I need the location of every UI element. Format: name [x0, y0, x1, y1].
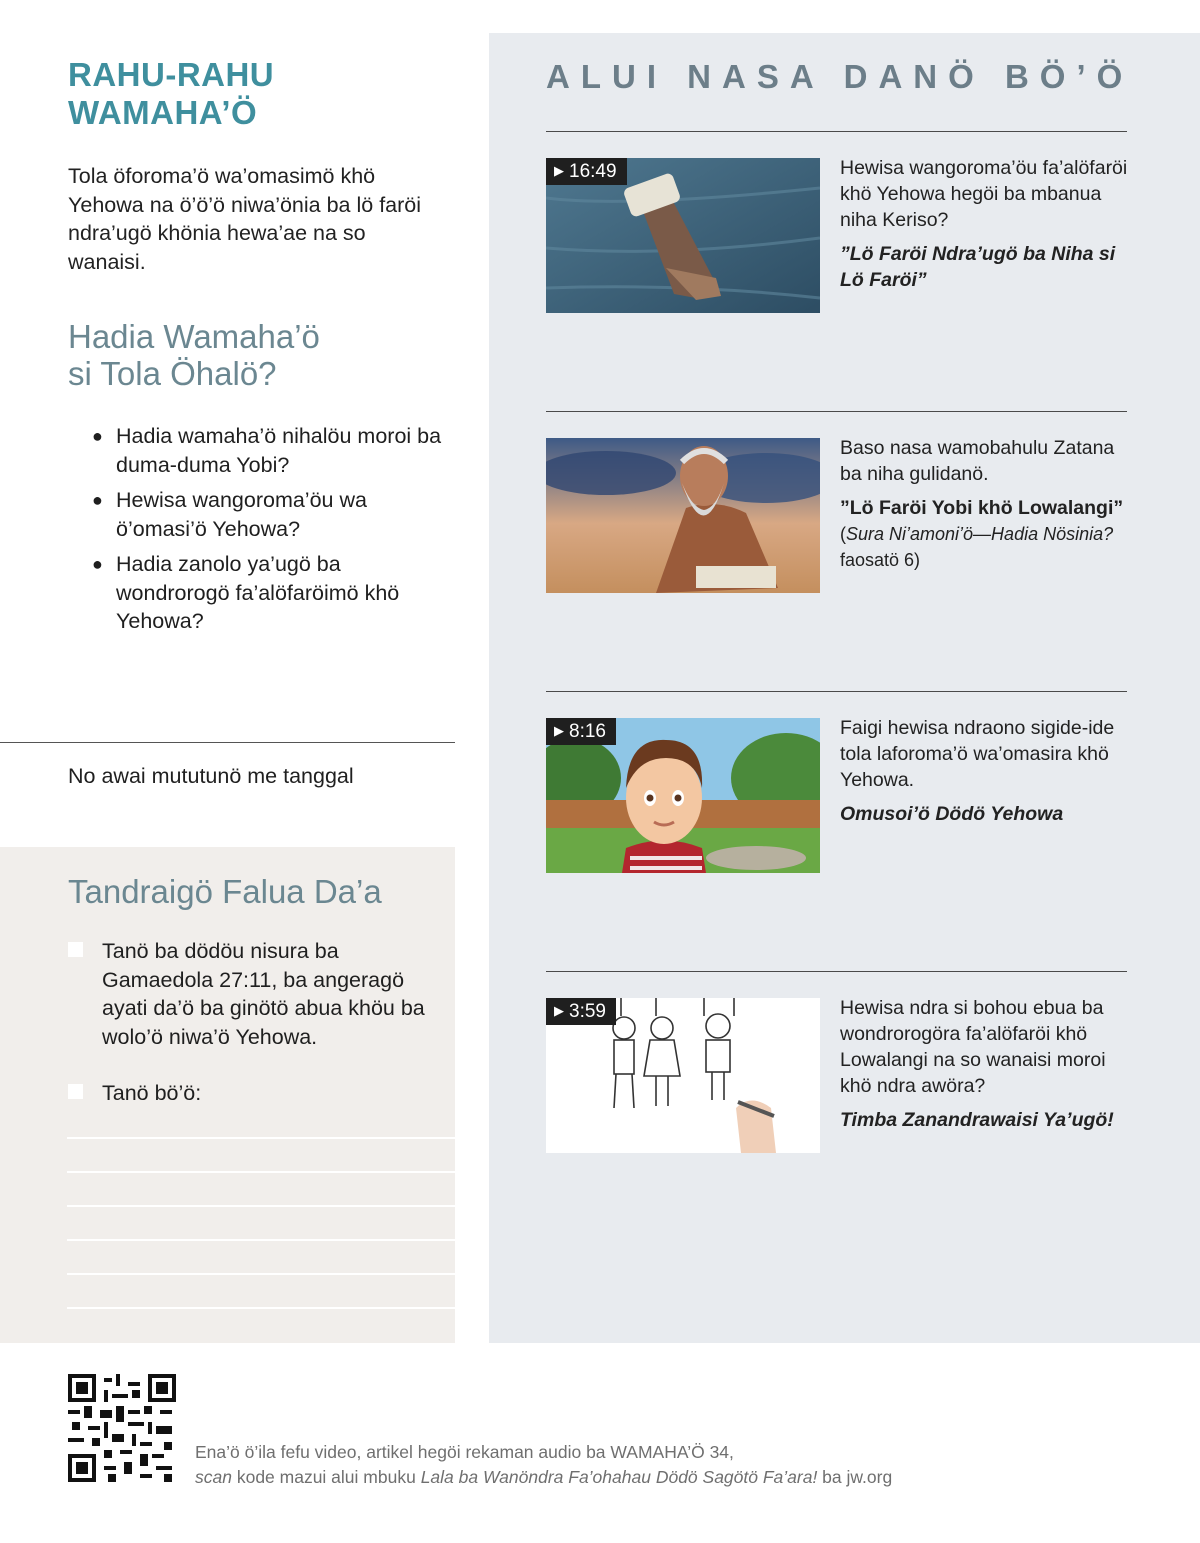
video-source: (Sura Ni’amoni’ö—Hadia Nösinia? faosatö 6)	[840, 524, 1114, 570]
duration-badge: ▶ 3:59	[546, 998, 616, 1025]
qr-code-icon[interactable]	[68, 1374, 176, 1482]
intro-text: Tola öforoma’ö wa’omasimö khö Yehowa na ö’ö’ö niwa’önia ba lö faröi ndra’ugö khönia hewa’ae na so wanaisi.	[68, 164, 422, 274]
video-description: Hewisa wangoroma’öu fa’alöfaröi khö Yehowa hegöi ba mbanua niha Keriso? ”Lö Faröi Ndra’ugö ba Niha si Lö Faröi”	[840, 155, 1140, 293]
questions-list	[92, 422, 452, 643]
video-description: Hewisa ndra si bohou ebua ba wondrorogöra fa’alöfaröi khö Lowalangi na so wanaisi moroi khö ndra awöra? Timba Zanandrawaisi Ya’ugö!	[840, 995, 1140, 1133]
divider	[546, 971, 1127, 972]
play-icon: ▶	[554, 1003, 564, 1018]
duration-badge: ▶ 8:16	[546, 718, 616, 745]
video-title[interactable]: ”Lö Faröi Ndra’ugö ba Niha si Lö Faröi”	[840, 243, 1116, 291]
write-line[interactable]	[67, 1205, 455, 1207]
questions-heading-line-1: Hadia Wamaha’ö	[68, 318, 320, 355]
job-image	[546, 438, 820, 593]
video-title[interactable]: Omusoi’ö Dödö Yehowa	[840, 803, 1064, 825]
video-title[interactable]: Timba Zanandrawaisi Ya’ugö!	[840, 1109, 1114, 1131]
duration-badge: ▶ 16:49	[546, 158, 627, 185]
list-item: ● Hadia wamaha’ö nihalöu moroi ba duma-duma Yobi?	[92, 424, 442, 477]
write-line[interactable]	[67, 1239, 455, 1241]
play-icon: ▶	[554, 723, 564, 738]
video-thumbnail-boy[interactable]	[546, 718, 820, 873]
questions-heading-line-2: si Tola Öhalö?	[68, 355, 277, 392]
lesson-kicker	[68, 56, 448, 132]
divider	[546, 691, 1127, 692]
tasks-heading: Tandraigö Falua Da’a	[68, 873, 382, 910]
divider	[546, 131, 1127, 132]
divider	[546, 411, 1127, 412]
video-thumbnail-drawing[interactable]	[546, 998, 820, 1153]
date-note: No awai mututunö me tanggal	[68, 764, 354, 788]
video-thumbnail-handshake[interactable]	[546, 158, 820, 313]
checkbox[interactable]	[68, 942, 83, 957]
kicker-line-1: RAHU-RAHU	[68, 56, 275, 93]
video-thumbnail-job[interactable]	[546, 438, 820, 593]
kicker-line-2: WAMAHA’Ö	[68, 94, 258, 131]
divider	[0, 742, 455, 743]
task-item[interactable]: Tanö bö’ö:	[68, 1079, 428, 1108]
write-line[interactable]	[67, 1273, 455, 1275]
write-line[interactable]	[67, 1171, 455, 1173]
bullet-icon: ●	[92, 426, 103, 446]
explore-title: ALUI NASA DANÖ BÖ’Ö	[546, 58, 1134, 95]
task-item[interactable]: Tanö ba dödöu nisura ba Gamaedola 27:11, ba angeragö ayati da’ö ba ginötö abua khöu ba wolo’ö niwa’ö Yehowa.	[68, 937, 428, 1051]
bullet-icon: ●	[92, 490, 103, 510]
checkbox[interactable]	[68, 1084, 83, 1099]
tasks-panel	[0, 847, 455, 1343]
bullet-icon: ●	[92, 554, 103, 574]
write-line[interactable]	[67, 1137, 455, 1139]
video-title[interactable]: ”Lö Faröi Yobi khö Lowalangi”	[840, 497, 1124, 519]
write-line[interactable]	[67, 1307, 455, 1309]
video-description: Faigi hewisa ndraono sigide-ide tola laforoma’ö wa’omasira khö Yehowa. Omusoi’ö Dödö Yehowa	[840, 715, 1140, 827]
questions-heading	[68, 318, 448, 392]
video-description: Baso nasa wamobahulu Zatana ba niha gulidanö. ”Lö Faröi Yobi khö Lowalangi” (Sura Ni’amoni’ö—Hadia Nösinia? faosatö 6)	[840, 435, 1140, 573]
play-icon: ▶	[554, 163, 564, 178]
footer-note: Ena’ö ö’ila fefu video, artikel hegöi rekaman audio ba WAMAHA’Ö 34, scan kode mazui alui mbuku Lala ba Wanöndra Fa’ohahau Dödö Sagötö Fa’ara! ba jw.org	[195, 1442, 893, 1487]
list-item: ● Hewisa wangoroma’öu wa ö’omasi’ö Yehowa?	[92, 488, 367, 541]
list-item: ● Hadia zanolo ya’ugö ba wondrorogö fa’alöfaröimö khö Yehowa?	[92, 552, 400, 633]
